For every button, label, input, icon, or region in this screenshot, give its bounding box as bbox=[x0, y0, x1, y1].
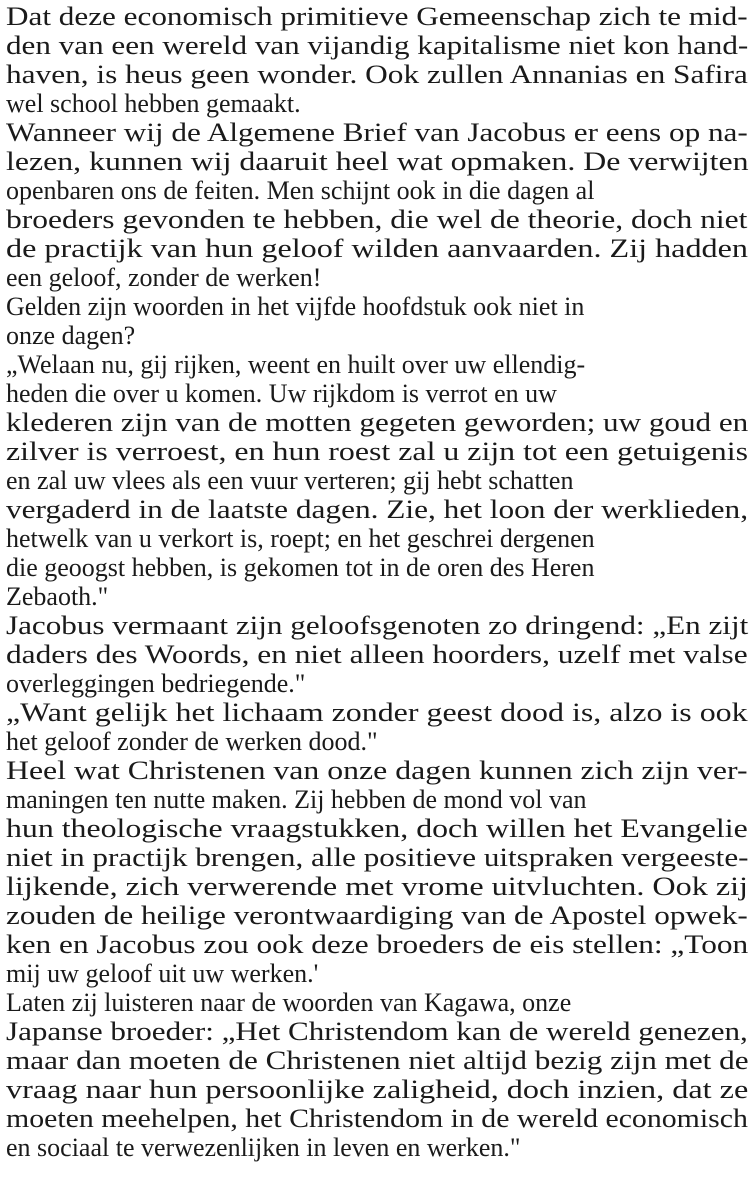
text-line: Jacobus vermaant zijn geloofsgenoten zo dringend: „En zijt bbox=[6, 611, 749, 640]
text-line: het geloof zonder de werken dood." bbox=[6, 727, 378, 756]
text-line: heden die over u komen. Uw rijkdom is verrot en uw bbox=[6, 379, 557, 408]
text-line: Laten zij luisteren naar de woorden van Kagawa, onze bbox=[6, 988, 572, 1017]
text-line: zouden de heilige verontwaardiging van de Apostel opwek- bbox=[6, 901, 748, 930]
text-line: die geoogst hebben, is gekomen tot in de oren des Heren bbox=[6, 553, 595, 582]
text-line: lijkende, zich verwerende met vrome uitvluchten. Ook zij bbox=[6, 872, 748, 901]
text-line: mij uw geloof uit uw werken.' bbox=[6, 959, 319, 988]
text-line: daders des Woords, en niet alleen hoorders, uzelf met valse bbox=[6, 640, 748, 669]
text-line: een geloof, zonder de werken! bbox=[6, 263, 322, 292]
text-line: niet in practijk brengen, alle positieve uitspraken vergeeste- bbox=[6, 843, 749, 872]
text-line: Dat deze economisch primitieve Gemeenschap zich te mid- bbox=[6, 2, 748, 31]
text-line: den van een wereld van vijandig kapitalisme niet kon hand- bbox=[6, 31, 749, 60]
text-line: „Want gelijk het lichaam zonder geest dood is, alzo is ook bbox=[6, 698, 748, 727]
text-line: de practijk van hun geloof wilden aanvaarden. Zij hadden bbox=[6, 234, 748, 263]
text-line: broeders gevonden te hebben, die wel de theorie, doch niet bbox=[6, 205, 748, 234]
text-line: hun theologische vraagstukken, doch willen het Evangelie bbox=[6, 814, 748, 843]
text-line: Heel wat Christenen van onze dagen kunnen zich zijn ver- bbox=[6, 756, 748, 785]
text-line: „Welaan nu, gij rijken, weent en huilt over uw ellendig- bbox=[6, 350, 586, 379]
text-line: zilver is verroest, en hun roest zal u zijn tot een getuigenis bbox=[6, 437, 749, 466]
text-line: hetwelk van u verkort is, roept; en het geschrei dergenen bbox=[6, 524, 595, 553]
text-line: Japanse broeder: „Het Christendom kan de wereld genezen, bbox=[6, 1017, 748, 1046]
text-line: onze dagen? bbox=[6, 321, 136, 350]
text-line: Gelden zijn woorden in het vijfde hoofdstuk ook niet in bbox=[6, 292, 585, 321]
text-line: wel school hebben gemaakt. bbox=[6, 89, 301, 118]
text-line: openbaren ons de feiten. Men schijnt ook in die dagen al bbox=[6, 176, 595, 205]
text-line: vergaderd in de laatste dagen. Zie, het loon der werklieden, bbox=[6, 495, 749, 524]
text-line: Zebaoth." bbox=[6, 582, 109, 611]
text-line: en sociaal te verwezenlijken in leven en werken." bbox=[6, 1133, 521, 1162]
text-line: maningen ten nutte maken. Zij hebben de mond vol van bbox=[6, 785, 587, 814]
text-page bbox=[6, 0, 748, 1199]
text-line: overleggingen bedriegende." bbox=[6, 669, 306, 698]
text-line: en zal uw vlees als een vuur verteren; gij hebt schatten bbox=[6, 466, 574, 495]
text-line: maar dan moeten de Christenen niet altijd bezig zijn met de bbox=[6, 1046, 749, 1075]
text-line: Wanneer wij de Algemene Brief van Jacobus er eens op na- bbox=[6, 118, 748, 147]
text-line: ken en Jacobus zou ook deze broeders de eis stellen: „Toon bbox=[6, 930, 749, 959]
text-line: klederen zijn van de motten gegeten geworden; uw goud en bbox=[6, 408, 749, 437]
text-line: lezen, kunnen wij daaruit heel wat opmaken. De verwijten bbox=[6, 147, 749, 176]
text-line: vraag naar hun persoonlijke zaligheid, doch inzien, dat ze bbox=[6, 1075, 749, 1104]
text-line: haven, is heus geen wonder. Ook zullen Annanias en Safira bbox=[6, 60, 748, 89]
text-line: moeten meehelpen, het Christendom in de wereld economisch bbox=[6, 1104, 748, 1133]
